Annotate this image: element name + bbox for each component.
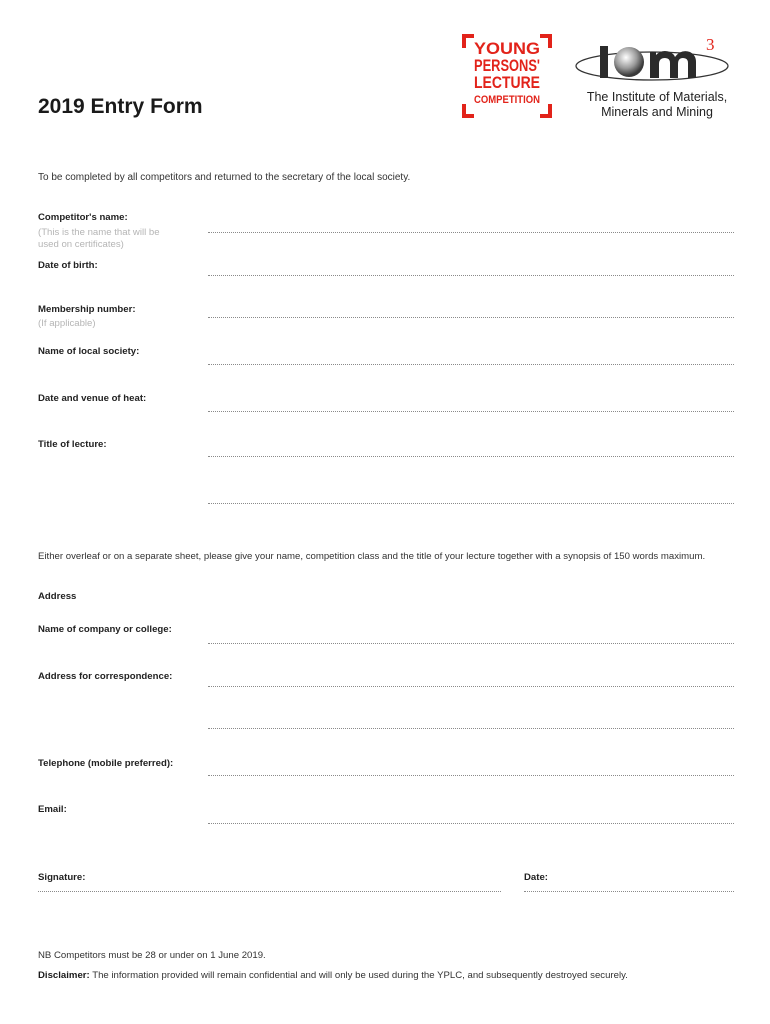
page-title: 2019 Entry Form <box>38 95 203 118</box>
local-society-field[interactable] <box>208 364 734 365</box>
date-of-birth-label: Date of birth: <box>38 260 98 271</box>
telephone-field[interactable] <box>208 775 734 776</box>
correspondence-field-line-1[interactable] <box>208 686 734 687</box>
iom3-subtitle-line-2: Minerals and Mining <box>601 105 713 119</box>
disclaimer-label: Disclaimer: <box>38 970 90 981</box>
competitor-name-field[interactable] <box>208 232 734 233</box>
yplc-logo <box>462 34 552 118</box>
yplc-line-1: YOUNG <box>474 39 540 58</box>
yplc-line-3: LECTURE <box>474 73 540 92</box>
date-venue-field[interactable] <box>208 411 734 412</box>
yplc-line-4: COMPETITION <box>474 94 541 106</box>
competitor-name-hint-line-1: (This is the name that will be <box>38 227 160 238</box>
iom3-subtitle-line-1: The Institute of Materials, <box>586 90 728 104</box>
competitor-name-hint <box>38 227 160 250</box>
iom3-subtitle <box>574 90 740 120</box>
intro-text: To be completed by all competitors and returned to the secretary of the local society. <box>38 172 411 183</box>
lecture-title-label: Title of lecture: <box>38 439 107 450</box>
competitor-name-label: Competitor's name: <box>38 212 128 223</box>
date-venue-label: Date and venue of heat: <box>38 393 147 404</box>
membership-number-field[interactable] <box>208 317 734 318</box>
lecture-title-field-line-2[interactable] <box>208 503 734 504</box>
email-label: Email: <box>38 804 67 815</box>
correspondence-field-line-2[interactable] <box>208 728 734 729</box>
correspondence-label: Address for correspondence: <box>38 671 173 682</box>
date-label: Date: <box>524 872 548 883</box>
yplc-line-2: PERSONS' <box>474 56 540 75</box>
company-field[interactable] <box>208 643 734 644</box>
iom3-logo <box>574 34 734 122</box>
email-field[interactable] <box>208 823 734 824</box>
membership-number-label: Membership number: <box>38 304 136 315</box>
disclaimer <box>38 970 628 981</box>
signature-label: Signature: <box>38 872 86 883</box>
local-society-label: Name of local society: <box>38 346 140 357</box>
lecture-title-field-line-1[interactable] <box>208 456 734 457</box>
signature-field[interactable] <box>38 891 501 892</box>
date-of-birth-field[interactable] <box>208 275 734 276</box>
nb-note: NB Competitors must be 28 or under on 1 June 2019. <box>38 950 266 961</box>
company-label: Name of company or college: <box>38 624 172 635</box>
synopsis-note: Either overleaf or on a separate sheet, please give your name, competition class and the title of your lecture together with a synopsis of 150 words maximum. <box>38 551 706 562</box>
date-field[interactable] <box>524 891 734 892</box>
membership-number-hint: (If applicable) <box>38 318 96 329</box>
disclaimer-text: The information provided will remain confidential and will only be used during the YPLC, and subsequently destroyed securely. <box>89 970 628 981</box>
iom3-superscript: 3 <box>706 35 715 54</box>
telephone-label: Telephone (mobile preferred): <box>38 758 174 769</box>
address-heading: Address <box>38 591 77 602</box>
competitor-name-hint-line-2: used on certificates) <box>38 238 124 250</box>
